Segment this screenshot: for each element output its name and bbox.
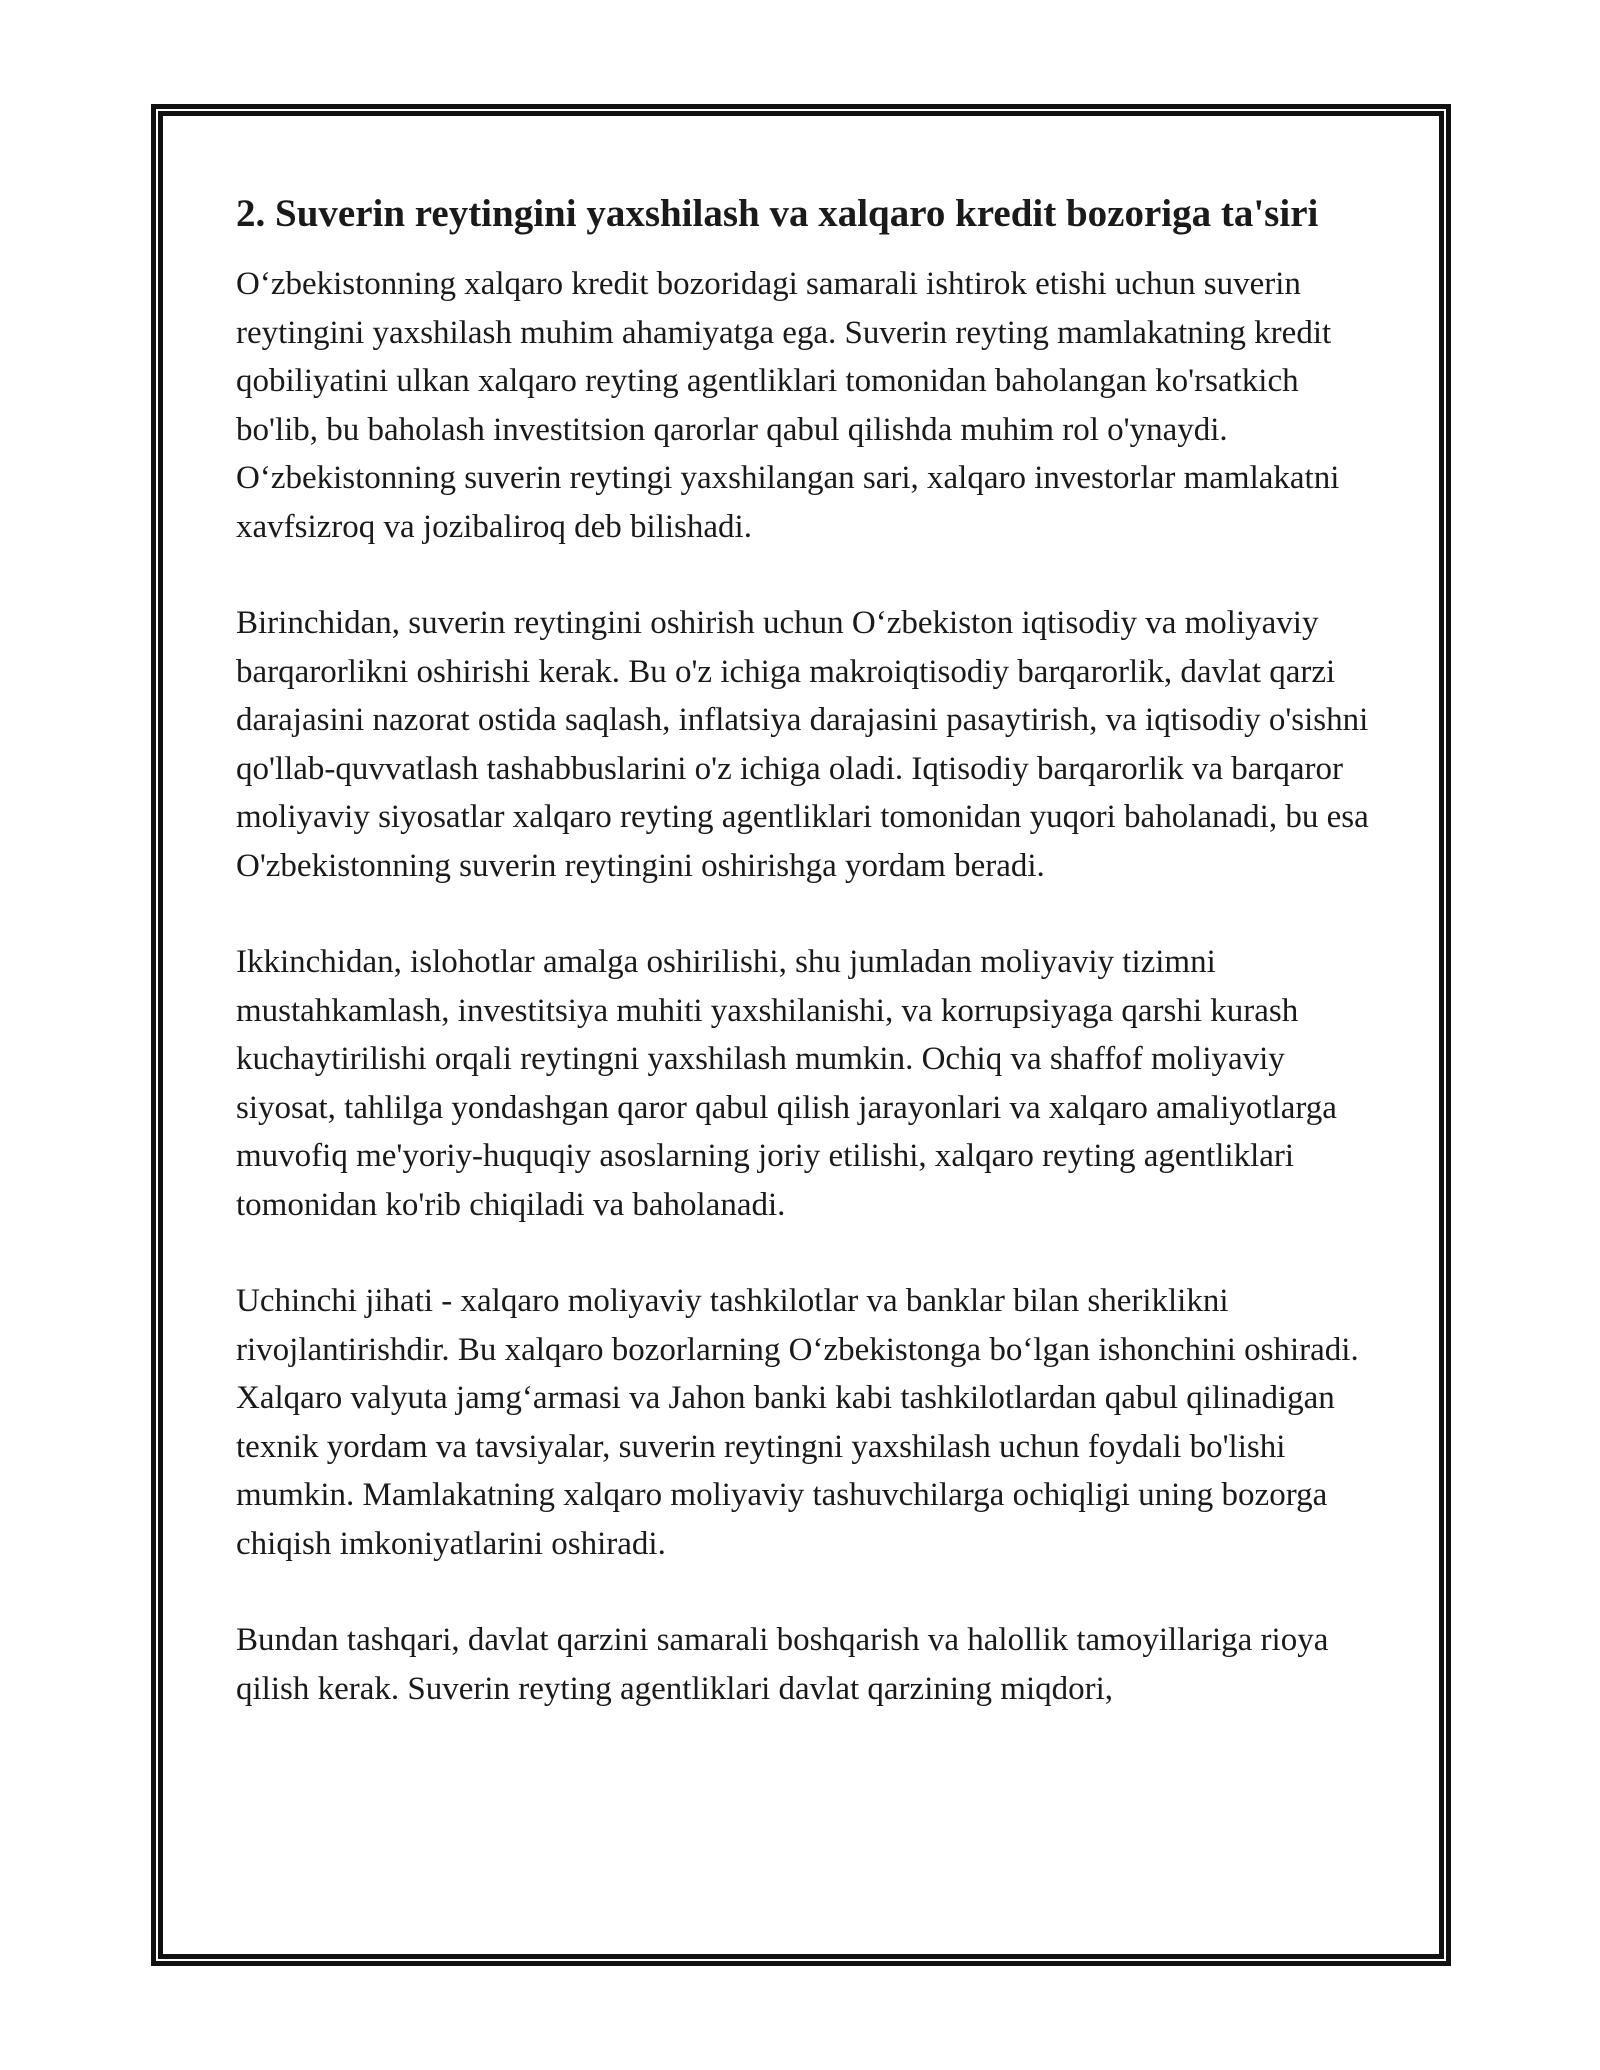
paragraph-2: Birinchidan, suverin reytingini oshirish uchun O‘zbekiston iqtisodiy va moliyaviy barqarorlikni oshirishi kerak. Bu o'z ichiga makroiqtisodiy barqarorlik, davlat qarzi darajasini nazorat ostida saqlash, inflatsiya darajasini pasaytirish, va iqtisodiy o'sishni qo'llab-quvvatlash tashabbuslarini o'z ichiga oladi. Iqtisodiy barqarorlik va barqaror moliyaviy siyosatlar xalqaro reyting agentliklari tomonidan yuqori baholanadi, bu esa O'zbekistonning suverin reytingini oshirishga yordam beradi.	[236, 605, 1369, 884]
document-body	[236, 186, 1376, 1713]
paragraph-5: Bundan tashqari, davlat qarzini samarali boshqarish va halollik tamoyillariga rioya qilish kerak. Suverin reyting agentliklari davlat qarzining miqdori,	[236, 1622, 1329, 1707]
paragraph-4: Uchinchi jihati - xalqaro moliyaviy tashkilotlar va banklar bilan sheriklikni rivojlantirishdir. Bu xalqaro bozorlarning O‘zbekistonga bo‘lgan ishonchini oshiradi. Xalqaro valyuta jamg‘armasi va Jahon banki kabi tashkilotlardan qabul qilinadigan texnik yordam va tavsiyalar, suverin reytingni yaxshilash uchun foydali bo'lishi mumkin. Mamlakatning xalqaro moliyaviy tashuvchilarga ochiqligi uning bozorga chiqish imkoniyatlarini oshiradi.	[236, 1283, 1359, 1562]
paragraph-3: Ikkinchidan, islohotlar amalga oshirilishi, shu jumladan moliyaviy tizimni mustahkamlash, investitsiya muhiti yaxshilanishi, va korrupsiyaga qarshi kurash kuchaytirilishi orqali reytingni yaxshilash mumkin. Ochiq va shaffof moliyaviy siyosat, tahlilga yondashgan qaror qabul qilish jarayonlari va xalqaro amaliyotlarga muvofiq me'yoriy-huquqiy asoslarning joriy etilishi, xalqaro reyting agentliklari tomonidan ko'rib chiqiladi va baholanadi.	[236, 944, 1337, 1223]
section-heading: 2. Suverin reytingini yaxshilash va xalqaro kredit bozoriga ta'siri	[236, 192, 1319, 235]
paragraph-1: O‘zbekistonning xalqaro kredit bozoridagi samarali ishtirok etishi uchun suverin reytingini yaxshilash muhim ahamiyatga ega. Suverin reyting mamlakatning kredit qobiliyatini ulkan xalqaro reyting agentliklari tomonidan baholangan ko'rsatkich bo'lib, bu baholash investitsion qarorlar qabul qilishda muhim rol o'ynaydi. O‘zbekistonning suverin reytingi yaxshilangan sari, xalqaro investorlar mamlakatni xavfsizroq va jozibaliroq deb bilishadi.	[236, 266, 1340, 545]
